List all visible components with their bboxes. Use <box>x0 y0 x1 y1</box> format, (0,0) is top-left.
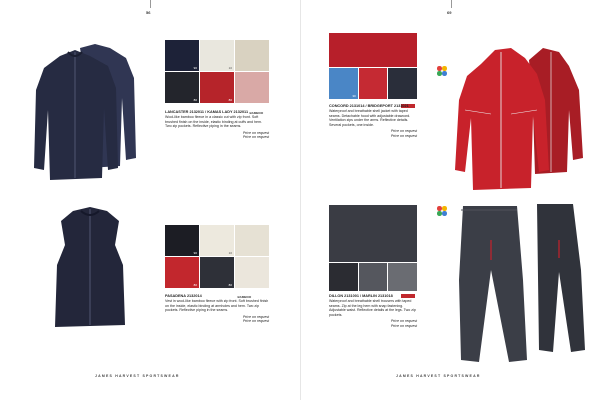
swatch-thumb: 10 <box>200 225 234 256</box>
page-footer-left: JAMES HARVEST SPORTSWEAR <box>95 374 180 378</box>
swatch-thumb <box>329 33 417 67</box>
swatch-thumb: 90 <box>165 40 199 71</box>
lancaster-color-swatches <box>165 40 269 103</box>
concord-jacket-image <box>451 40 591 190</box>
product-body: Wool-like bamboo fleece in a classic cut with zip front. Soft brushed finish on the inside, elastic binding at cuffs and hem. Two zip pockets. Reflective piping in the seams. <box>165 115 263 129</box>
swatch-thumb <box>235 257 269 288</box>
swatch-thumb: 10 <box>200 40 234 71</box>
page-number-right: 69 <box>447 10 452 15</box>
price-line: Price on request <box>390 134 417 139</box>
dillon-color-swatches <box>329 205 417 291</box>
dillon-description <box>329 294 417 329</box>
swatch-thumb <box>235 40 269 71</box>
price-line: Price on request <box>390 319 417 324</box>
price-line: Price on request <box>242 314 269 319</box>
eco-icon <box>437 206 447 216</box>
crop-mark <box>150 0 151 8</box>
swatch-thumb: 90 <box>165 225 199 256</box>
bamboo-badge: BAMBOO <box>249 110 264 115</box>
product-body: Waterproof and breathable shell trousers with taped seams. Zip at the leg hem with snap fastening. Adjustable waist. Reflective details at the legs. Two zip pockets. <box>329 299 416 317</box>
price-line: Price on request <box>242 130 269 135</box>
product-name: LANCASTER 2132011 / KAMAS LADY 2132011 <box>165 110 249 114</box>
swatch-thumb <box>329 205 417 262</box>
bamboo-badge: BAMBOO <box>237 294 252 299</box>
concord-color-swatches <box>329 33 417 99</box>
product-name: CONCORD 2131014 / BRIDGEPORT 2131021 <box>329 104 409 108</box>
concord-description <box>329 104 417 139</box>
pasadena-description <box>165 294 269 324</box>
swatch-thumb: 30 <box>329 68 358 99</box>
swatch-thumb <box>359 68 388 99</box>
dillon-pants-image <box>451 200 591 365</box>
product-name: PASADENA 2132014 <box>165 294 202 298</box>
swatch-thumb: 80 <box>165 72 199 103</box>
lancaster-jacket-image <box>30 38 140 188</box>
product-body: Vest in wool-like bamboo fleece with zip front. Soft brushed finish on the inside, elastic binding at armholes and hem. Two zip pockets. Reflective piping in the seams. <box>165 299 269 313</box>
right-page <box>300 0 600 400</box>
product-name: DILLON 2131001 / MARLIN 2131018 <box>329 294 393 298</box>
pasadena-vest-image <box>45 205 135 335</box>
pasadena-color-swatches <box>165 225 269 288</box>
swatch-thumb <box>235 72 269 103</box>
price-line: Price on request <box>390 324 417 329</box>
swatch-thumb <box>235 225 269 256</box>
swatch-thumb <box>388 68 417 99</box>
swatch-thumb: 80 <box>165 257 199 288</box>
swatch-thumb <box>388 263 417 291</box>
swatch-thumb <box>359 263 388 291</box>
swatch-thumb <box>329 263 358 291</box>
page-number-left: 56 <box>146 10 151 15</box>
swatch-thumb: 80 <box>200 257 234 288</box>
price-line: Price on request <box>242 135 269 140</box>
crop-mark <box>451 0 452 8</box>
price-line: Price on request <box>390 129 417 134</box>
lancaster-description <box>165 110 269 140</box>
eco-icon <box>437 66 447 76</box>
swatch-thumb: 80 <box>200 72 234 103</box>
price-line: Price on request <box>242 319 269 324</box>
page-footer-right: JAMES HARVEST SPORTSWEAR <box>396 374 481 378</box>
product-body: Waterproof and breathable shell jacket with taped seams. Detachable hood with adjustable drawcord. Ventilation zips under the arms. Reflective details. Several pockets, one inside. <box>329 109 411 127</box>
